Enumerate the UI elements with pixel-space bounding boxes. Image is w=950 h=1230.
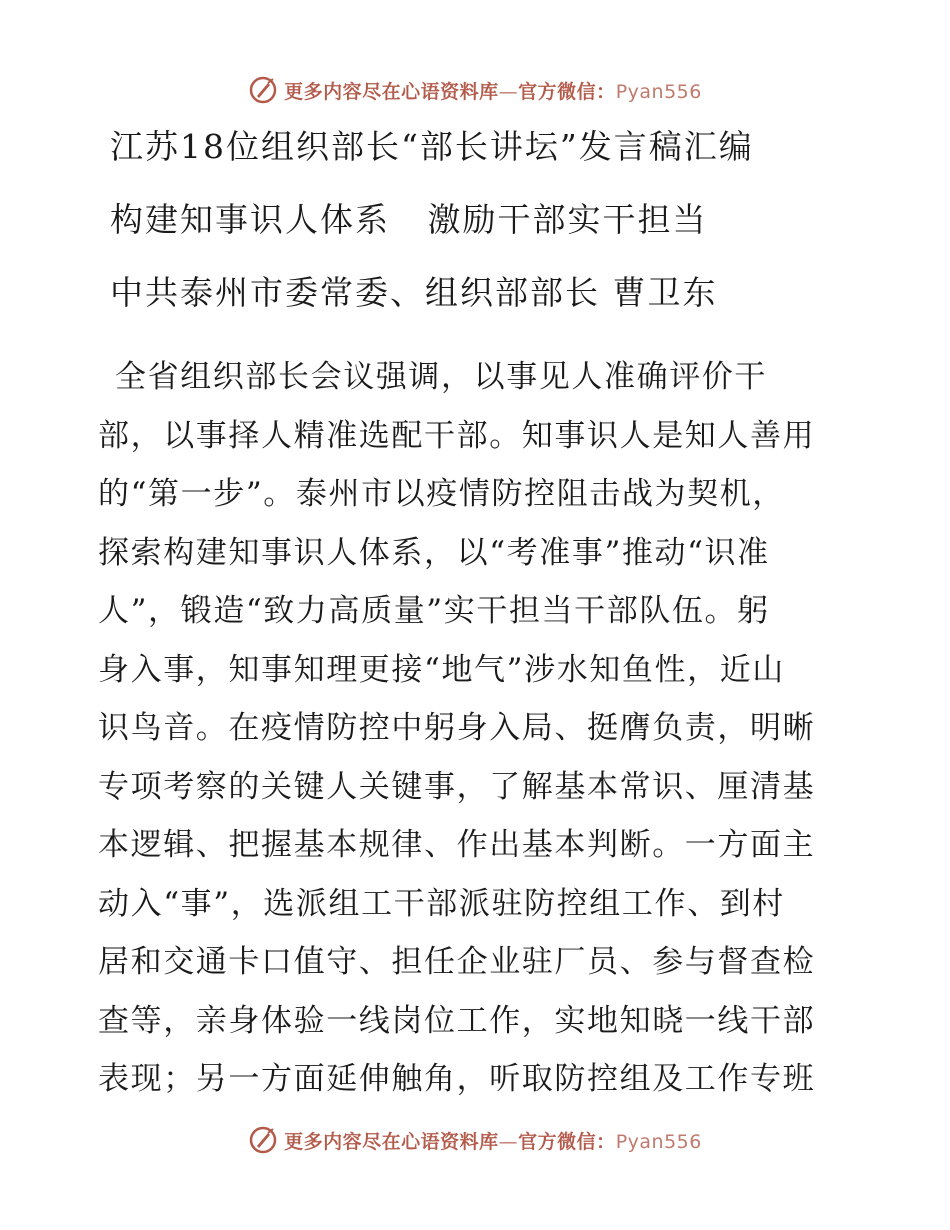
body-line: 居和交通卡口值守、担任企业驻厂员、参与督查检 bbox=[98, 944, 816, 980]
body-line: 的“第一步”。泰州市以疫情防控阻击战为契机， bbox=[98, 476, 785, 512]
body-line: 专项考察的关键人关键事，了解基本常识、厘清基 bbox=[98, 768, 816, 805]
watermark-site: 更多内容尽在心语资料库 bbox=[284, 80, 499, 103]
watermark-separator: — bbox=[498, 80, 519, 103]
quill-logo-icon bbox=[248, 75, 278, 105]
watermark-separator: — bbox=[498, 1130, 519, 1153]
body-line: 表现；另一方面延伸触角，听取防控组及工作专班 bbox=[98, 1061, 816, 1097]
watermark-header bbox=[0, 70, 950, 110]
watermark-wechat-id: Pyan556 bbox=[615, 1130, 702, 1153]
watermark-footer bbox=[0, 1120, 950, 1160]
body-line: 查等，亲身体验一线岗位工作，实地知晓一线干部 bbox=[98, 1002, 816, 1039]
document-body bbox=[98, 348, 846, 1109]
watermark-site: 更多内容尽在心语资料库 bbox=[284, 1130, 499, 1153]
quill-logo-icon bbox=[248, 1125, 278, 1155]
watermark-text bbox=[284, 77, 702, 104]
watermark-wechat-label: 官方微信： bbox=[518, 80, 616, 103]
body-line: 部，以事择人精准选配干部。知事识人是知人善用 bbox=[98, 417, 816, 454]
watermark-text bbox=[284, 1127, 702, 1154]
body-line: 人”，锻造“致力高质量”实干担当干部队伍。躬 bbox=[98, 593, 770, 629]
body-line: 身入事，知事知理更接“地气”涉水知鱼性，近山 bbox=[98, 651, 785, 688]
watermark-wechat-id: Pyan556 bbox=[615, 80, 702, 103]
watermark-wechat-label: 官方微信： bbox=[518, 1130, 616, 1153]
body-line: 探索构建知事识人体系，以“考准事”推动“识准 bbox=[98, 534, 770, 571]
document-subtitle: 构建知事识人体系 激励干部实干担当 bbox=[110, 200, 708, 239]
body-line: 全省组织部长会议强调，以事见人准确评价干 bbox=[115, 359, 767, 395]
body-line: 本逻辑、把握基本规律、作出基本判断。一方面主 bbox=[98, 827, 816, 863]
body-line: 动入“事”，选派组工干部派驻防控组工作、到村 bbox=[98, 885, 785, 922]
document-title: 江苏18位组织部长“部长讲坛”发言稿汇编 bbox=[110, 127, 754, 166]
body-line: 识鸟音。在疫情防控中躬身入局、挺膺负责，明晰 bbox=[98, 710, 816, 746]
document-author: 中共泰州市委常委、组织部部长 曹卫东 bbox=[110, 273, 718, 312]
